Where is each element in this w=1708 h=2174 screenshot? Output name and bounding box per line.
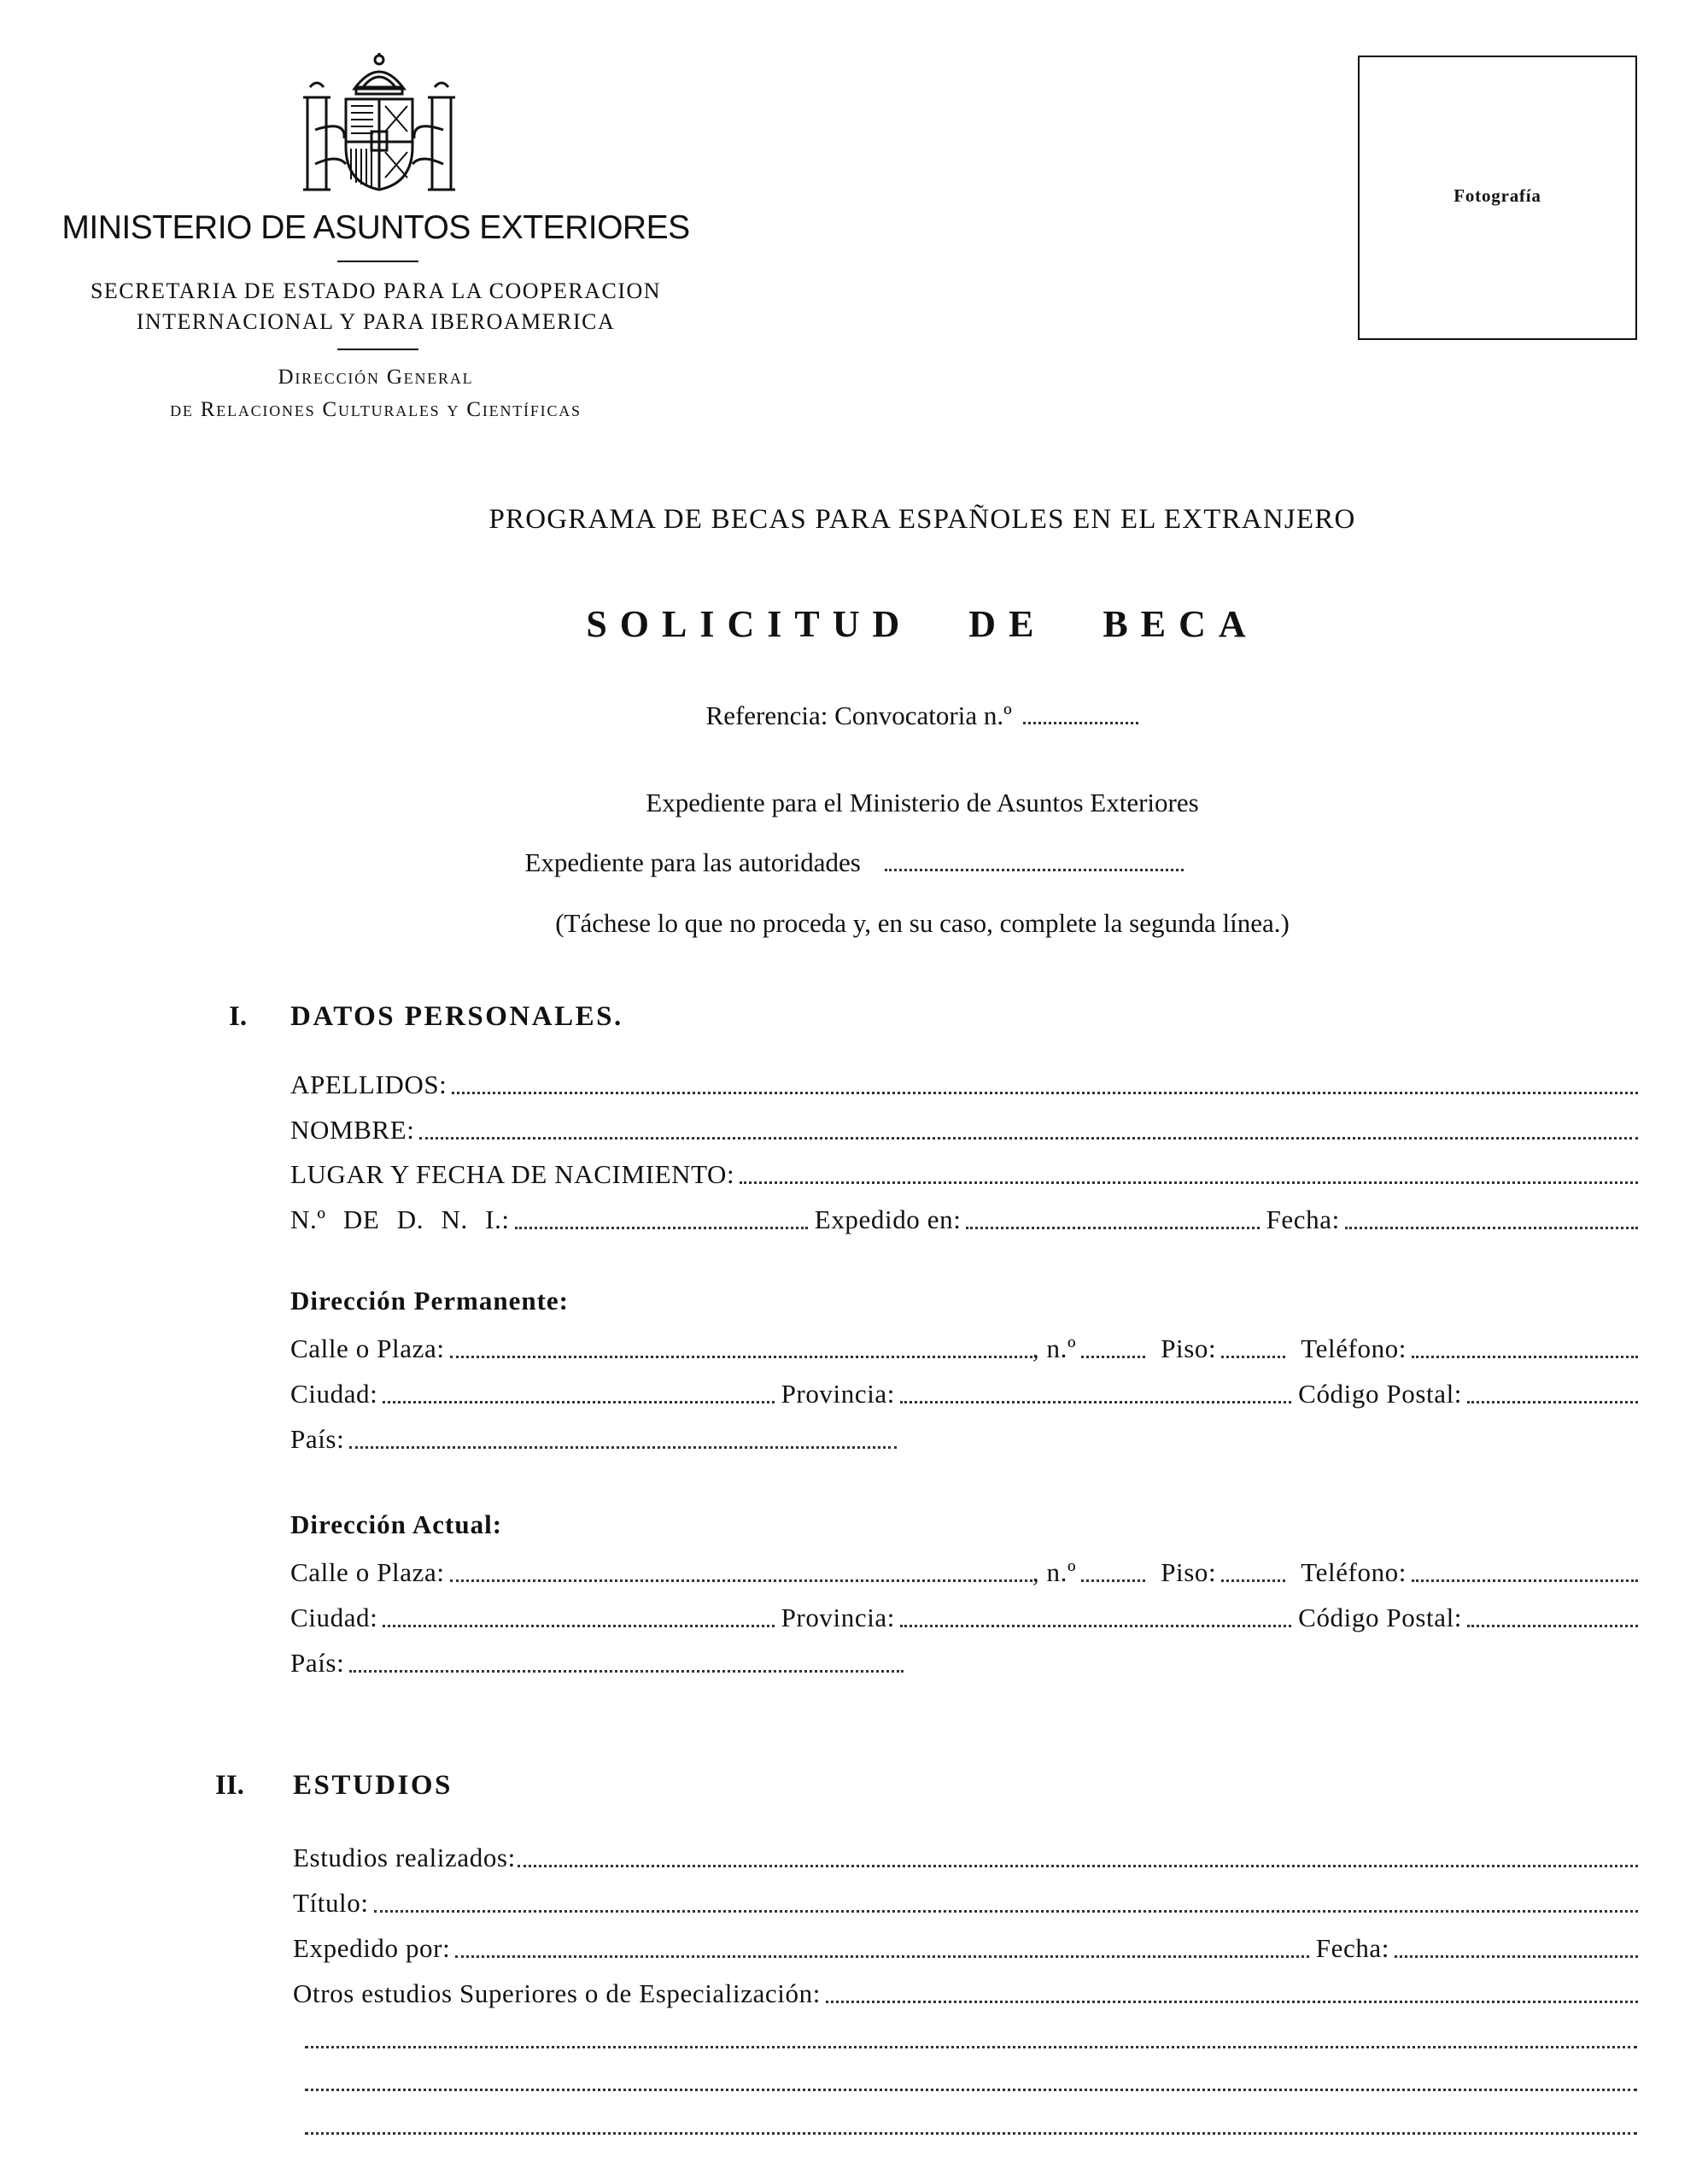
act-numero-field[interactable]: [1081, 1579, 1145, 1582]
perm-ciudad-field[interactable]: [383, 1401, 774, 1403]
section-1-number: I.: [229, 1001, 248, 1032]
estudios-fecha-label: Fecha:: [1315, 1933, 1389, 1963]
perm-calle-row: [290, 1332, 1638, 1366]
section-1-title: DATOS PERSONALES.: [290, 1001, 623, 1032]
act-pais-label: País:: [290, 1648, 345, 1678]
nombre-label: NOMBRE:: [290, 1115, 415, 1145]
titulo-label: Título:: [293, 1888, 369, 1918]
otros-estudios-line-4[interactable]: [305, 2132, 1637, 2135]
expedido-en-label: Expedido en:: [814, 1204, 962, 1234]
dir-actual-title: Dirección Actual:: [290, 1509, 503, 1539]
lugar-fecha-field[interactable]: [740, 1181, 1638, 1184]
act-provincia-field[interactable]: [900, 1625, 1291, 1627]
act-cp-field[interactable]: [1467, 1625, 1638, 1627]
act-calle-field[interactable]: [450, 1579, 1032, 1582]
photo-label: Fotografía: [1454, 185, 1541, 206]
otros-estudios-line-3[interactable]: [305, 2089, 1637, 2091]
referencia-field[interactable]: [1023, 705, 1138, 724]
dni-field[interactable]: [515, 1227, 808, 1229]
perm-cp-label: Código Postal:: [1298, 1379, 1463, 1409]
perm-pais-field[interactable]: [349, 1446, 897, 1449]
perm-pais-row: [290, 1422, 897, 1456]
expediente-ministerio: Expediente para el Ministerio de Asuntos Exteriores: [646, 788, 1199, 817]
referencia-line: [68, 700, 1708, 731]
dni-label: N.º DE D. N. I.:: [290, 1204, 510, 1234]
act-pais-row: [290, 1646, 904, 1680]
program-title: PROGRAMA DE BECAS PARA ESPAÑOLES EN EL EXTRANJERO: [488, 504, 1356, 535]
perm-piso-label: Piso:: [1161, 1333, 1217, 1363]
perm-numero-field[interactable]: [1081, 1356, 1145, 1358]
act-ciudad-label: Ciudad:: [290, 1603, 378, 1632]
act-cp-label: Código Postal:: [1298, 1603, 1463, 1632]
perm-ciudad-row: [290, 1377, 1638, 1411]
expedido-por-field[interactable]: [455, 1955, 1308, 1958]
expedido-por-row: [293, 1931, 1638, 1966]
fecha-label: Fecha:: [1266, 1204, 1340, 1234]
perm-cp-field[interactable]: [1467, 1401, 1638, 1403]
otros-estudios-label: Otros estudios Superiores o de Especialización:: [293, 1978, 821, 2008]
section-2-title: ESTUDIOS: [293, 1770, 453, 1801]
otros-estudios-row: [293, 1977, 1638, 2011]
fecha-field[interactable]: [1345, 1227, 1638, 1229]
header-divider-2: [337, 349, 418, 350]
perm-ciudad-label: Ciudad:: [290, 1379, 378, 1409]
referencia-label: Referencia: Convocatoria n.º: [705, 700, 1012, 730]
estudios-row: [293, 1841, 1638, 1875]
lugar-fecha-label: LUGAR Y FECHA DE NACIMIENTO:: [290, 1159, 735, 1189]
act-provincia-label: Provincia:: [781, 1603, 895, 1632]
photo-box[interactable]: [1358, 56, 1637, 340]
perm-calle-label: Calle o Plaza:: [290, 1333, 445, 1363]
act-piso-field[interactable]: [1221, 1579, 1285, 1582]
estudios-fecha-field[interactable]: [1395, 1955, 1638, 1958]
act-calle-row: [290, 1556, 1638, 1590]
perm-calle-field[interactable]: [450, 1356, 1032, 1358]
act-calle-label: Calle o Plaza:: [290, 1557, 445, 1587]
header-divider-1: [337, 261, 418, 262]
titulo-field[interactable]: [374, 1910, 1638, 1913]
secretaria-line-2: INTERNACIONAL Y PARA IBEROAMERICA: [136, 309, 616, 334]
secretaria-line-1: SECRETARIA DE ESTADO PARA LA COOPERACION: [90, 278, 662, 303]
secretaria-block: [34, 276, 717, 337]
dir-permanente-title: Dirección Permanente:: [290, 1286, 570, 1316]
act-ciudad-field[interactable]: [383, 1625, 774, 1627]
nombre-row: [290, 1113, 1638, 1147]
act-ciudad-row: [290, 1601, 1638, 1635]
perm-pais-label: País:: [290, 1424, 345, 1454]
perm-telefono-field[interactable]: [1412, 1356, 1638, 1358]
otros-estudios-line-2[interactable]: [305, 2046, 1637, 2048]
lugar-fecha-row: [290, 1157, 1638, 1192]
apellidos-row: [290, 1068, 1638, 1102]
direccion-general-block: [34, 361, 717, 426]
perm-telefono-label: Teléfono:: [1301, 1333, 1407, 1363]
perm-provincia-label: Provincia:: [781, 1379, 895, 1409]
direccion-line-1: Dirección General: [278, 366, 474, 389]
estudios-field[interactable]: [518, 1865, 1638, 1867]
act-numero-label: , n.º: [1032, 1557, 1077, 1587]
form-title: SOLICITUD DE BECA: [586, 603, 1259, 645]
expediente-autoridades-field[interactable]: [885, 852, 1184, 871]
perm-numero-label: , n.º: [1032, 1333, 1077, 1363]
expediente-autoridades-line: [0, 847, 1708, 878]
perm-piso-field[interactable]: [1221, 1356, 1285, 1358]
tachese-instruction: (Táchese lo que no proceda y, en su caso, complete la segunda línea.): [555, 908, 1290, 938]
estudios-label: Estudios realizados:: [293, 1843, 516, 1872]
act-telefono-label: Teléfono:: [1301, 1557, 1407, 1587]
act-pais-field[interactable]: [349, 1670, 904, 1673]
ministry-title: MINISTERIO DE ASUNTOS EXTERIORES: [61, 209, 690, 246]
perm-provincia-field[interactable]: [900, 1401, 1291, 1403]
act-piso-label: Piso:: [1161, 1557, 1217, 1587]
expedido-por-label: Expedido por:: [293, 1933, 451, 1963]
nombre-field[interactable]: [419, 1137, 1638, 1140]
otros-estudios-field[interactable]: [826, 2001, 1638, 2003]
expedido-en-field[interactable]: [966, 1227, 1259, 1229]
direccion-line-2: de Relaciones Culturales y Científicas: [170, 398, 582, 421]
act-telefono-field[interactable]: [1412, 1579, 1638, 1582]
titulo-row: [293, 1886, 1638, 1920]
apellidos-label: APELLIDOS:: [290, 1069, 447, 1099]
dni-row: [290, 1203, 1638, 1237]
coat-of-arms-emblem: [303, 53, 455, 193]
expediente-autoridades-label: Expediente para las autoridades: [524, 847, 861, 877]
section-2-number: II.: [215, 1770, 244, 1801]
apellidos-field[interactable]: [452, 1092, 1638, 1094]
